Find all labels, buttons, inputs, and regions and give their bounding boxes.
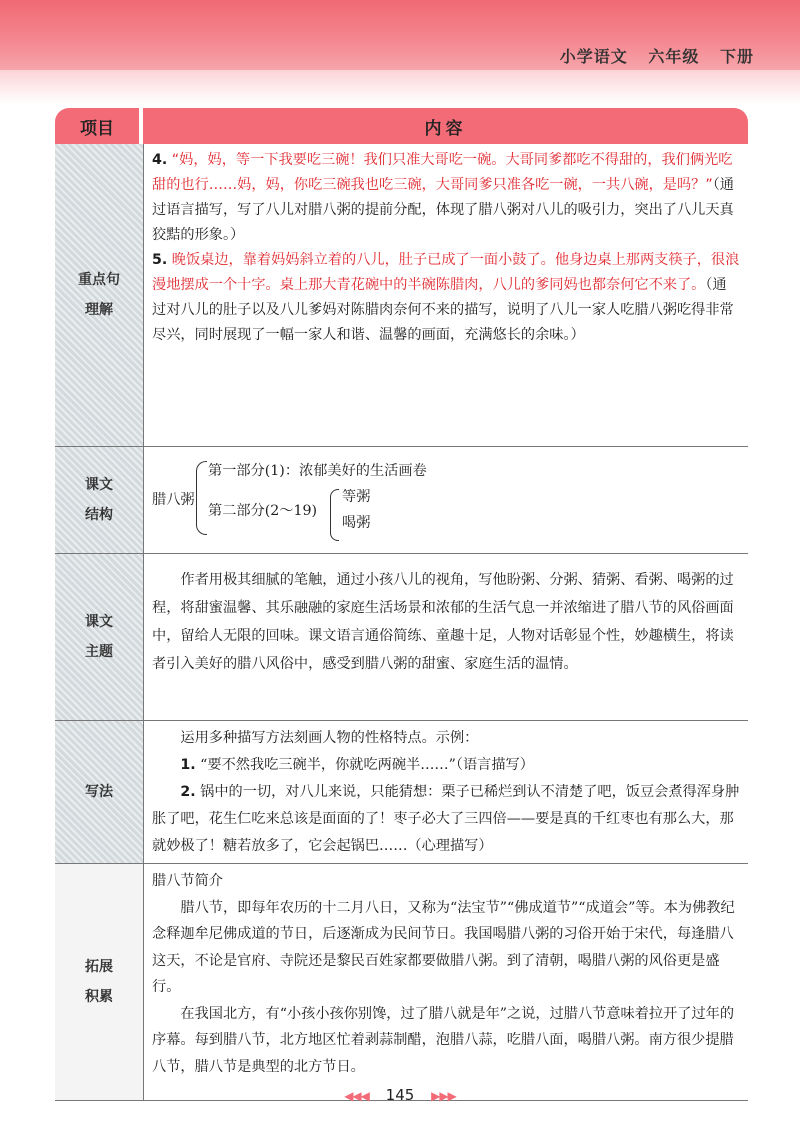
structure-sub-2: 喝粥 [342,515,371,531]
table-row-writing [55,721,748,864]
brace-right [330,489,339,541]
table-row-theme [55,554,748,721]
brace-left [196,461,207,535]
writing-content [144,721,748,863]
column-header-content: 内容 [143,108,748,144]
writing-intro: 运用多种描写方法刻画人物的性格特点。示例： [180,730,479,746]
key-sentence-5: 5. 晚饭桌边，靠着妈妈斜立着的八儿，肚子已成了一面小鼓了。他身边桌上那两支筷子，很浪漫地摆成一个十字。桌上那大青花碗中的半碗陈腊肉，八儿的爹同妈也都奈何它不来了。（通过对八儿的肚子以及八儿爹妈对陈腊肉奈何不来的描写，说明了八儿一家人吃腊八粥吃得非常尽兴，同时展现了一幅一家人和谐、温馨的画面，充满悠长的余味。） [152,252,740,343]
extension-content [144,864,748,1100]
structure-diagram [152,459,740,539]
structure-sub-1: 等粥 [342,489,371,505]
page-number: 145 [385,1086,415,1104]
extension-title: 腊八节简介 [152,873,223,889]
extension-paragraph-1: 腊八节，即每年农历的十二月八日，又称为“法宝节”“佛成道节”“成道会”等。本为佛教纪念释迦牟尼佛成道的节日，后逐渐成为民间节日。我国喝腊八粥的习俗开始于宋代，每逢腊八这天，不论是官府、寺院还是黎民百姓家都要做腊八粥。到了清朝，喝腊八粥的风俗更是盛行。 [152,899,735,995]
theme-text: 作者用极其细腻的笔触，通过小孩八儿的视角，写他盼粥、分粥、猜粥、看粥、喝粥的过程，将甜蜜温馨、其乐融融的家庭生活场景和浓郁的生活气息一并浓缩进了腊八节的风俗画面中，留给人无限的回味。课文语言通俗简练、童趣十足，人物对话彰显个性，妙趣横生，将读者引入美好的腊八风俗中，感受到腊八粥的甜蜜、家庭生活的温情。 [152,572,734,672]
row-label-theme: 课文 主题 [55,554,144,720]
extension-paragraph-2: 在我国北方，有“小孩小孩你别馋，过了腊八就是年”之说，过腊八节意味着拉开了过年的序幕。每到腊八节，北方地区忙着剥蒜制醋，泡腊八蒜，吃腊八面，喝腊八粥。南方很少提腊八节，腊八节是典型的北方节日。 [152,1005,735,1075]
structure-content [144,447,748,553]
theme-content [144,554,748,720]
row-label-extension: 拓展 积累 [55,864,144,1100]
table-row-extension [55,864,748,1101]
table-row-key-sentences [55,144,748,447]
writing-example-2: 2. 锅中的一切，对八儿来说，只能猜想：栗子已稀烂到认不清楚了吧，饭豆会煮得浑身肿胀了吧，花生仁吃来总该是面面的了！枣子必大了三四倍——要是真的千红枣也有那么大，那就妙极了！糖若放多了，它会起锅巴……（心理描写） [152,784,740,854]
key-sentences-content [144,144,748,446]
writing-example-1: 1. “要不然我吃三碗半，你就吃两碗半……”（语言描写） [180,757,534,773]
right-arrows-icon: ▶▶▶ [431,1089,456,1103]
table-row-structure [55,447,748,554]
row-label-writing: 写法 [55,721,144,863]
page-footer [0,1086,800,1104]
structure-part-1: 第一部分(1)：浓郁美好的生活画卷 [208,463,427,479]
row-label-structure: 课文 结构 [55,447,144,553]
grade-label: 六年级 [648,47,700,66]
content-table [55,108,748,1101]
table-header [55,108,748,144]
left-arrows-icon: ◀◀◀ [344,1089,369,1103]
structure-root: 腊八粥 [152,492,195,508]
volume-label: 下册 [719,47,754,66]
key-sentence-4: 4. “妈，妈，等一下我要吃三碗！我们只准大哥吃一碗。大哥同爹都吃不得甜的，我们俩光吃甜的也行……妈，妈，你吃三碗我也吃三碗，大哥同爹只准各吃一碗，一共八碗，是吗？”（通过语言描写，写了八儿对腊八粥的提前分配，体现了腊八粥对八儿的吸引力，突出了八儿天真狡黠的形象。） [152,152,734,243]
column-header-item: 项目 [55,108,139,144]
subject-label: 小学语文 [559,47,628,66]
book-header [560,44,754,67]
structure-part-2: 第二部分(2～19) [208,503,318,519]
row-label-key-sentences: 重点句 理解 [55,144,144,446]
